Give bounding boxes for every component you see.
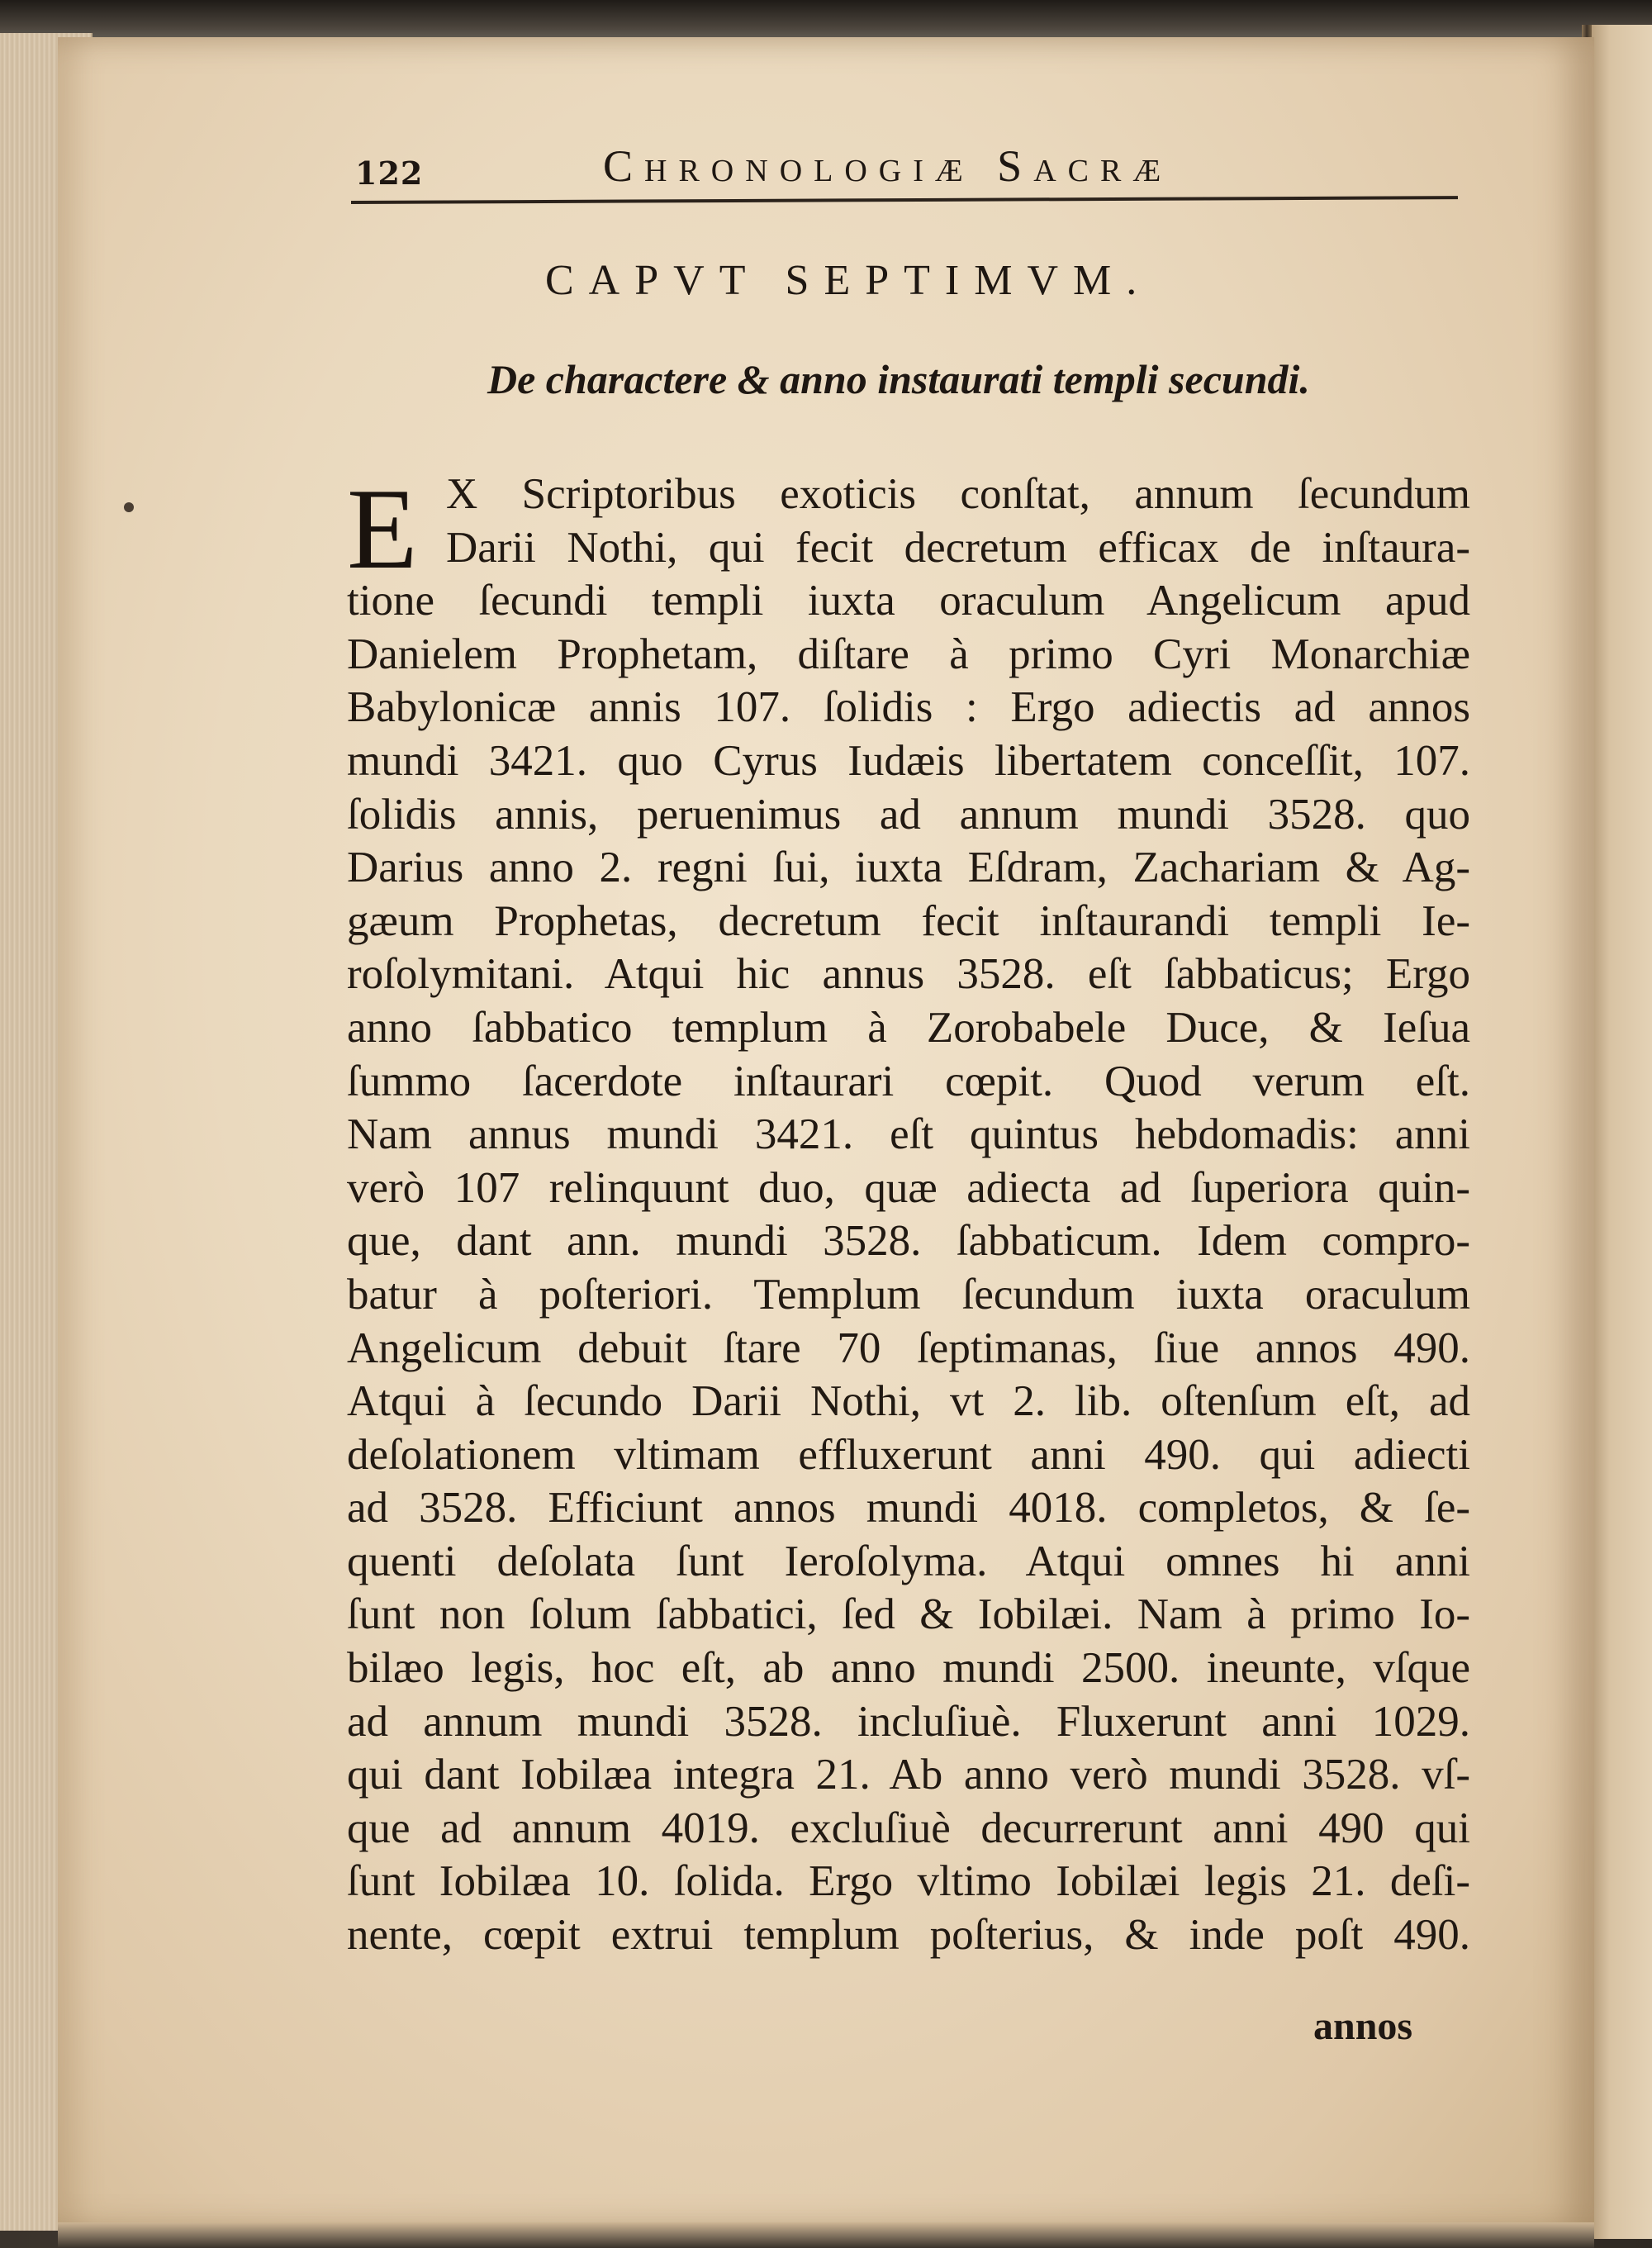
text-line: roſolymitani. Atqui hic annus 3528. eſt ſabbaticus; Ergo [347, 950, 1470, 999]
text-line: ad 3528. Efficiunt annos mundi 4018. completos, & ſe- [347, 1484, 1470, 1533]
catchword: annos [1313, 2004, 1413, 2048]
text-line: batur à poſteriori. Templum ſecundum iuxta oraculum [347, 1270, 1470, 1319]
text-line: verò 107 relinquunt duo, quæ adiecta ad ſuperiora quin- [347, 1163, 1470, 1212]
text-line: X Scriptoribus exoticis conſtat, annum ſecundum [446, 470, 1470, 518]
text-line: Darii Nothi, qui fecit decretum efficax de inſtaura- [446, 523, 1470, 572]
text-line: que, dant ann. mundi 3528. ſabbaticum. Idem compro- [347, 1217, 1470, 1266]
chapter-title: CAPVT SEPTIMVM. [545, 257, 1152, 304]
text-line: gæum Prophetas, decretum fecit inſtaurandi templi Ie- [347, 896, 1470, 945]
drop-cap: E [347, 465, 418, 593]
text-line: ſunt non ſolum ſabbatici, ſed & Iobilæi. Nam à primo Io- [347, 1590, 1470, 1639]
text-line: ſummo ſacerdote inſtaurari cœpit. Quod verum eſt. [347, 1057, 1470, 1105]
text-line: ſolidis annis, peruenimus ad annum mundi 3528. quo [347, 790, 1470, 839]
text-line: anno ſabbatico templum à Zorobabele Duce, & Ieſua [347, 1003, 1470, 1052]
text-line: Darius anno 2. regni ſui, iuxta Eſdram, Zachariam & Ag- [347, 844, 1470, 892]
text-line: Atqui à ſecundo Darii Nothi, vt 2. lib. oſtenſum eſt, ad [347, 1377, 1470, 1426]
text-line: Angelicum debuit ſtare 70 ſeptimanas, ſiue annos 490. [347, 1324, 1470, 1372]
facing-page-edge [1592, 25, 1652, 2239]
running-head-title: Chronologiæ Sacræ [603, 141, 1173, 191]
body-text [347, 465, 1470, 1962]
text-line: mundi 3421. quo Cyrus Iudæis libertatem conceſſit, 107. [347, 736, 1470, 785]
ink-spot [124, 502, 134, 512]
text-line: nente, cœpit extrui templum poſterius, & inde poſt 490. [347, 1911, 1470, 1960]
chapter-subtitle: De charactere & anno instaurati templi secundi. [487, 356, 1310, 402]
text-line: deſolationem vltimam effluxerunt anni 490. qui adiecti [347, 1430, 1470, 1479]
text-line: ſunt Iobilæa 10. ſolida. Ergo vltimo Iobilæi legis 21. deſi- [347, 1857, 1470, 1906]
text-line: que ad annum 4019. excluſiuè decurrerunt anni 490 qui [347, 1804, 1470, 1852]
text-line: Danielem Prophetam, diſtare à primo Cyri Monarchiæ [347, 630, 1470, 678]
text-line: Nam annus mundi 3421. eſt quintus hebdomadis: anni [347, 1110, 1470, 1159]
text-line: qui dant Iobilæa integra 21. Ab anno verò mundi 3528. vſ- [347, 1751, 1470, 1799]
text-line: tione ſecundi templi iuxta oraculum Angelicum apud [347, 577, 1470, 625]
text-line: ad annum mundi 3528. incluſiuè. Fluxerunt anni 1029. [347, 1697, 1470, 1746]
page-bottom-edge [58, 2222, 1594, 2248]
text-line: quenti deſolata ſunt Ieroſolyma. Atqui omnes hi anni [347, 1537, 1470, 1585]
running-head [355, 136, 1470, 194]
page-number: 122 [355, 154, 424, 192]
text-line: Babylonicæ annis 107. ſolidis : Ergo adiectis ad annos [347, 683, 1470, 732]
text-line: bilæo legis, hoc eſt, ab anno mundi 2500. ineunte, vſque [347, 1644, 1470, 1693]
